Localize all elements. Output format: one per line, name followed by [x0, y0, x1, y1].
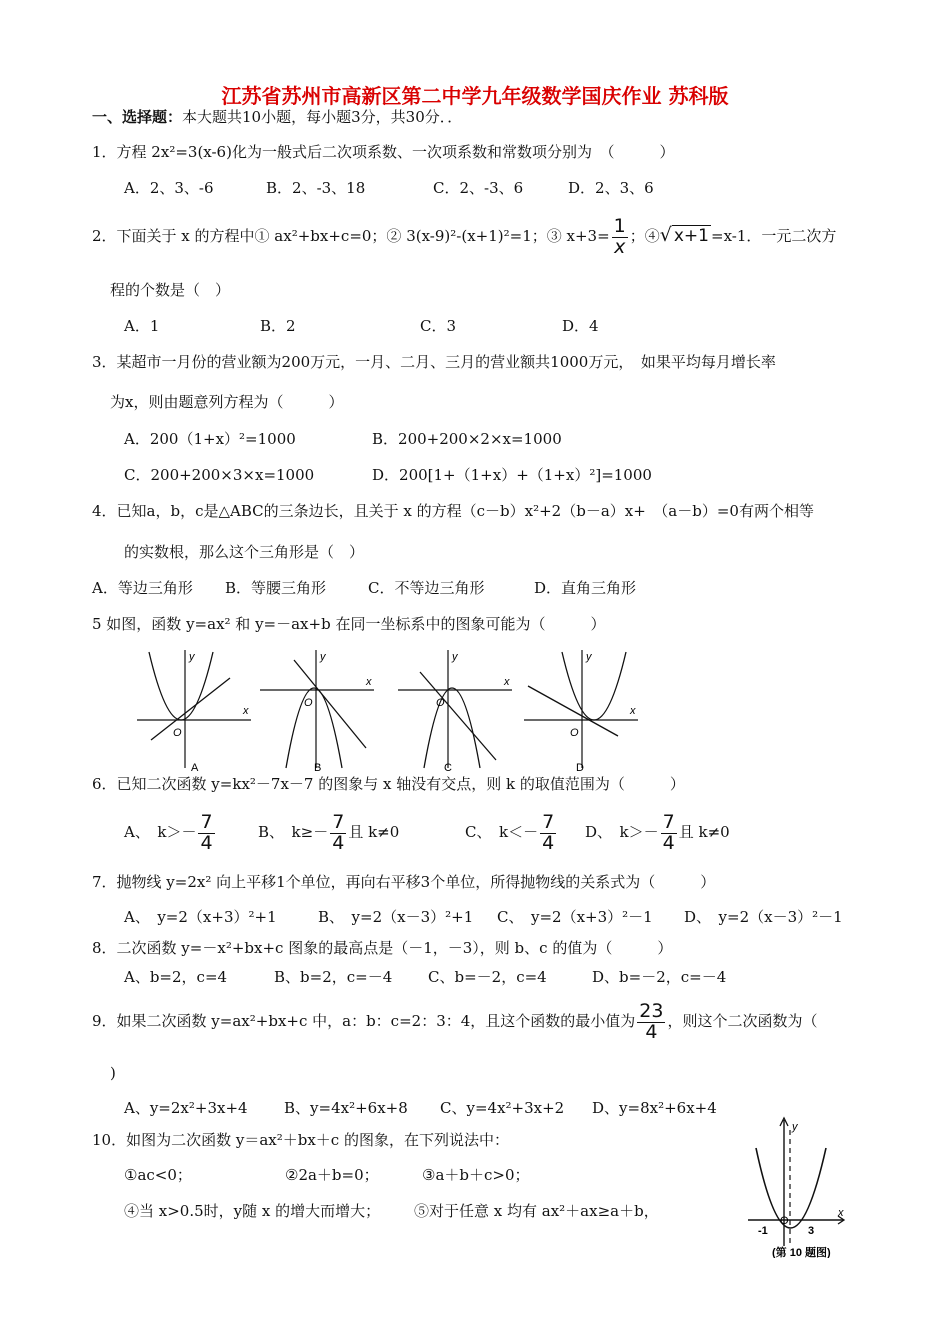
q5-graph-d	[522, 648, 642, 773]
q4-stem-cont: 的实数根，那么这个三角形是（ ）	[124, 543, 365, 561]
section-heading	[92, 107, 462, 127]
sqrt-icon: √	[659, 224, 672, 246]
option-pre: k＞－	[619, 823, 659, 841]
q9-option-c: C、y=4x²+3x+2	[440, 1099, 565, 1117]
q3-option-b: B．200+200×2×x=1000	[372, 430, 562, 448]
q9-option-d: D、y=8x²+6x+4	[592, 1099, 717, 1117]
label-3: 3	[808, 1225, 815, 1237]
page-title: 江苏省苏州市高新区第二中学九年级数学国庆作业 苏科版	[221, 84, 729, 108]
origin-label: O	[304, 697, 313, 709]
parabola	[149, 652, 213, 720]
frac-num: 7	[662, 810, 675, 833]
option-post: 且 k≠0	[678, 823, 730, 841]
frac-num: 7	[542, 810, 555, 833]
q10-figure	[738, 1108, 868, 1258]
q5-graph-b	[258, 648, 378, 773]
q7-option-d: D、 y=2（x－3）²－1	[684, 908, 843, 926]
q1-option-d: D．2、3、6	[568, 179, 654, 197]
parabola	[286, 688, 342, 768]
q7-stem: 7．抛物线 y=2x² 向上平移1个单位，再向右平移3个单位，所得抛物线的关系式为（ ）	[92, 873, 716, 891]
q3-option-d: D．200[1+（1+x）+（1+x）²]=1000	[372, 466, 652, 484]
q9-stem-pre: 9．如果二次函数 y=ax²+bx+c 中，a：b：c=2：3：4，且这个函数的最小值为	[92, 1012, 636, 1030]
q10-stem: 10．如图为二次函数 y＝ax²＋bx＋c 的图象，在下列说法中：	[92, 1131, 509, 1149]
q9-frac-num: 23	[639, 999, 664, 1022]
y-label: y	[792, 1121, 798, 1133]
origin-label: O	[173, 727, 182, 739]
option-letter: A、	[124, 823, 143, 841]
q2-stem-pre: 2．下面关于 x 的方程中① ax²+bx+c=0；② 3(x-9)²-(x+1)²=1；③ x+3=	[92, 227, 610, 245]
label-origin: O	[780, 1215, 789, 1227]
frac-den: 4	[662, 831, 675, 854]
graph-label-b: B	[314, 762, 322, 773]
origin-label: O	[436, 697, 445, 709]
frac-den: 4	[332, 831, 345, 854]
option-letter: C、	[465, 823, 484, 841]
q4-option-c: C．不等边三角形	[368, 579, 485, 597]
frac-den: 4	[542, 831, 555, 854]
q10-statement-1: ①ac<0；	[124, 1166, 192, 1184]
x-label: x	[243, 705, 249, 717]
section-desc: 本大题共10小题，每小题3分，共30分．．	[182, 108, 463, 126]
origin-label: O	[570, 727, 579, 739]
q3-option-a: A．200（1+x）²=1000	[124, 430, 296, 448]
q8-option-a: A、b=2，c=4	[124, 968, 228, 986]
q8-stem: 8．二次函数 y=－x²+bx+c 图象的最高点是（－1，－3），则 b、c 的值为（ ）	[92, 939, 673, 957]
option-letter: B、	[258, 823, 277, 841]
y-label: y	[586, 651, 592, 663]
q9-stem-cont: )	[110, 1064, 116, 1082]
frac-den: 4	[200, 831, 213, 854]
q10-statement-4: ④当 x>0.5时，y随 x 的增大而增大；	[124, 1202, 381, 1220]
option-pre: k＞－	[157, 823, 197, 841]
q1-option-b: B．2、-3、18	[266, 179, 366, 197]
q8-option-c: C、b=－2，c=4	[428, 968, 547, 986]
graph-label-d: D	[576, 762, 584, 773]
q6-option-c	[465, 808, 558, 856]
q6-stem: 6．已知二次函数 y=kx²－7x－7 的图象与 x 轴没有交点，则 k 的取值范围为（ ）	[92, 775, 685, 793]
q3-option-c: C．200+200×3×x=1000	[124, 466, 315, 484]
q4-stem: 4．已知a，b，c是△ABC的三条边长，且关于 x 的方程（c－b）x²+2（b－a）x+ （a－b）=0有两个相等	[92, 502, 814, 520]
q10-statement-5: ⑤对于任意 x 均有 ax²＋ax≥a＋b，	[414, 1202, 659, 1220]
q9-stem	[92, 996, 818, 1046]
option-letter: D、	[585, 823, 605, 841]
frac-num: 7	[332, 810, 345, 833]
q6-option-a	[124, 808, 217, 856]
q9-option-a: A、y=2x²+3x+4	[124, 1099, 248, 1117]
graph-label-c: C	[444, 762, 452, 773]
q5-stem: 5 如图，函数 y=ax² 和 y=－ax+b 在同一坐标系中的图象可能为（ ）	[92, 615, 606, 633]
q8-option-b: B、b=2，c=－4	[274, 968, 393, 986]
q4-option-d: D．直角三角形	[534, 579, 637, 597]
y-label: y	[452, 651, 458, 663]
q6-option-d	[585, 808, 730, 856]
y-label: y	[189, 651, 195, 663]
q4-option-a: A．等边三角形	[92, 579, 193, 597]
x-label: x	[838, 1207, 844, 1219]
option-pre: k≥－	[291, 823, 329, 841]
label-neg1: -1	[758, 1225, 768, 1237]
q2-option-b: B．2	[260, 317, 296, 335]
option-fraction	[198, 810, 214, 854]
q7-option-a: A、 y=2（x+3）²+1	[124, 908, 277, 926]
q9-stem-post: ，则这个二次函数为（	[667, 1012, 818, 1030]
line	[420, 672, 496, 760]
q1-stem: 1．方程 2x²=3(x-6)化为一般式后二次项系数、一次项系数和常数项分别为 （ ）	[92, 143, 675, 161]
q2-frac-num: 1	[613, 214, 626, 237]
q2-option-c: C．3	[420, 317, 457, 335]
q8-option-d: D、b=－2，c=－4	[592, 968, 727, 986]
x-label: x	[504, 676, 510, 688]
q2-sqrt-body: x+1	[673, 226, 709, 246]
x-label: x	[630, 705, 636, 717]
q10-statement-3: ③a＋b＋c>0；	[422, 1166, 530, 1184]
q2-option-a: A．1	[124, 317, 160, 335]
q3-stem-cont: 为x，则由题意列方程为（ ）	[110, 393, 344, 411]
parabola	[756, 1148, 826, 1228]
q9-fraction	[637, 999, 665, 1043]
q5-graph-a	[135, 648, 255, 773]
q2-frac-den: x	[614, 235, 626, 258]
q2-stem-mid: ；④	[629, 227, 660, 245]
q7-option-b: B、 y=2（x－3）²+1	[318, 908, 474, 926]
graph-label-a: A	[191, 762, 199, 773]
option-post: 且 k≠0	[348, 823, 400, 841]
x-label: x	[366, 676, 372, 688]
q2-stem-post: =x-1．一元二次方	[711, 227, 837, 245]
q1-option-c: C．2、-3、6	[433, 179, 524, 197]
option-fraction	[661, 810, 677, 854]
option-fraction	[540, 810, 556, 854]
q9-option-b: B、y=4x²+6x+8	[284, 1099, 408, 1117]
q2-option-d: D．4	[562, 317, 599, 335]
q5-graph-c	[396, 648, 516, 773]
q3-stem: 3．某超市一月份的营业额为200万元，一月、二月、三月的营业额共1000万元， 如果平均每月增长率	[92, 353, 776, 371]
parabola	[424, 688, 480, 768]
option-pre: k＜－	[499, 823, 539, 841]
y-label: y	[320, 651, 326, 663]
q9-frac-den: 4	[645, 1020, 658, 1043]
section-label: 一、选择题：	[92, 108, 183, 126]
figure-caption: (第 10 题图)	[772, 1247, 831, 1258]
q2-fraction	[612, 214, 628, 258]
q1-option-a: A．2、3、-6	[124, 179, 214, 197]
q2-stem	[92, 212, 836, 259]
q10-statement-2: ②2a＋b=0；	[285, 1166, 379, 1184]
frac-num: 7	[200, 810, 213, 833]
q4-option-b: B．等腰三角形	[225, 579, 327, 597]
q2-stem-cont: 程的个数是（ ）	[110, 281, 231, 299]
q7-option-c: C、 y=2（x+3）²－1	[497, 908, 653, 926]
line	[151, 678, 230, 740]
option-fraction	[330, 810, 346, 854]
q6-option-b	[258, 808, 399, 856]
